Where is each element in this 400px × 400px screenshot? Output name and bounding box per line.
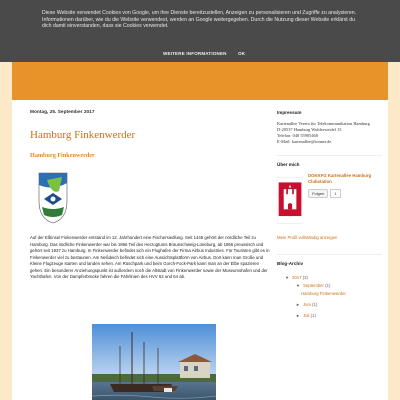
about-profile xyxy=(277,173,382,228)
blog-header-band xyxy=(12,62,388,100)
sidebar xyxy=(277,110,382,320)
post-date: Montag, 25. September 2017 xyxy=(30,110,95,115)
archive-item-juni[interactable] xyxy=(277,301,382,309)
impressum-line: D-20537 Hamburg Wuhlerweidel 15 xyxy=(277,127,342,132)
harbor-photo[interactable] xyxy=(92,324,216,400)
follow-button[interactable]: Folgen xyxy=(308,189,328,198)
archive-item-september[interactable] xyxy=(277,282,382,290)
archive-count: (3) xyxy=(302,275,308,280)
main-column xyxy=(30,110,270,279)
impressum-heading: Impressum xyxy=(277,110,302,115)
expand-arrow-icon[interactable]: ► xyxy=(296,313,300,318)
cookie-notice-bar xyxy=(0,0,400,62)
archive-item-post[interactable] xyxy=(277,290,382,298)
about-heading: Über mich xyxy=(277,162,300,167)
collapse-arrow-icon[interactable]: ▼ xyxy=(285,275,289,280)
archive-label[interactable]: 2017 xyxy=(291,275,302,280)
profile-name[interactable]: DOKKFG Kartenallee Hamburg Clubstation xyxy=(308,173,372,184)
divider xyxy=(277,254,382,255)
archive-count: (1) xyxy=(325,283,331,288)
post-subtitle: Hamburg Finkenwerder xyxy=(30,152,95,159)
archive-count: (1) xyxy=(312,302,318,307)
post-title[interactable]: Hamburg Finkenwerder xyxy=(30,129,136,141)
archive-count: (1) xyxy=(310,313,316,318)
divider xyxy=(277,155,382,156)
cookie-actions xyxy=(163,51,255,58)
about-info xyxy=(308,173,382,228)
content-area xyxy=(12,100,388,400)
blog-archive xyxy=(277,261,382,320)
post-body-text: Auf der Elbinsel Finkenwerder entstand im 12. Jahrhundert eine Fischersiedlung. Seit 1445 gehört der nördliche Teil zu Hamburg. Das südliche Finkenwerder war bis 1866 Teil des Herzogtums Braunschweig-Lüneburg, ab 1866 preussisch und gehört seit 1937 zu Hamburg. In Finkenwerder befindet sich ein Flughafen der Firma Airbus Industries. Für Touristen gibt es in Finkenwerder viel zu bestaunen. Am Neßdeich befindet sich eine Aussichtsplattform von Airbus. Dort kann man Große und Kleine Flugzeuge starten und landen sehen. Am Rüschpark und beim Gorch-Fock-Park kann man an der Elbe spazieren gehen. Ein besonderer Anziehungspunkt ist außerdem noch die Altstadt von Finkenwerder sowie der Museumshafen und der Yachthafen. Von der Dampferbrücke fahren die Fährlinien des HVV 62 und 64 ab. xyxy=(30,235,270,279)
archive-item-juli[interactable] xyxy=(277,312,382,320)
archive-list xyxy=(277,274,382,320)
hamburg-flag-avatar[interactable] xyxy=(277,173,303,228)
view-profile-link[interactable]: Mein Profil vollständig anzeigen xyxy=(277,235,338,240)
follower-count: 1 xyxy=(330,189,340,198)
more-info-button[interactable]: WEITERE INFORMATIONEN xyxy=(163,51,227,56)
cookie-notice-text: Diese Website verwendet Cookies von Google, um ihre Dienste bereitzustellen, Anzeigen zu personalisieren und Zugriffe zu analysieren. Informationen darüber, wie du die Website verwendest, werden an Google weitergegeben. Durch die Nutzung dieser Website erklärst du dich damit einverstanden, dass sie Cookies verwendet. xyxy=(42,10,357,30)
archive-label[interactable]: Juni xyxy=(302,302,311,307)
collapse-arrow-icon[interactable]: ▼ xyxy=(296,283,300,288)
archive-heading: Blog-Archiv xyxy=(277,261,304,266)
archive-post-link[interactable]: Hamburg Finkenwerder xyxy=(301,291,346,296)
impressum-block xyxy=(277,121,382,145)
archive-label[interactable]: September xyxy=(302,283,324,288)
impressum-line: E-Mail: kartenallee@tonnet.de xyxy=(277,139,332,144)
archive-item-2017[interactable] xyxy=(277,274,382,282)
archive-label[interactable]: Juli xyxy=(302,313,310,318)
impressum-line: Kartenallee Verein für Telekommunikation Hamburg xyxy=(277,121,370,126)
ok-button[interactable]: OK xyxy=(238,51,246,56)
finkenwerder-crest-image[interactable] xyxy=(38,171,68,224)
impressum-line: Telefon: 040 55905468 xyxy=(277,133,318,138)
expand-arrow-icon[interactable]: ► xyxy=(296,302,300,307)
